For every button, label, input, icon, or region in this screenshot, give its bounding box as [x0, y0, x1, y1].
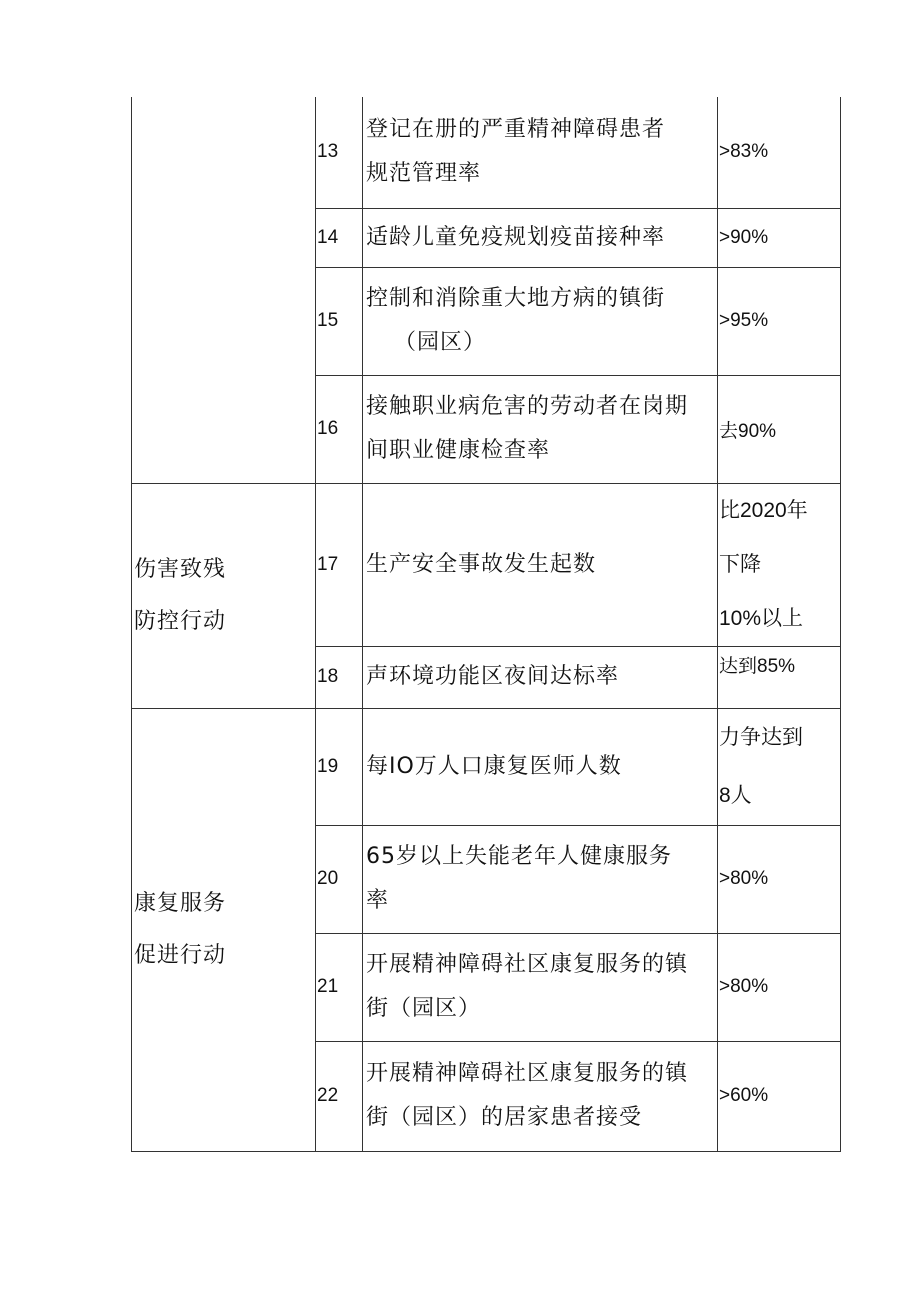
target-value: 达到85%: [718, 646, 841, 708]
category-label: 康复服务: [134, 890, 227, 916]
indicator-cell: [363, 267, 718, 375]
indicator-text: 声环境功能区夜间达标率: [366, 664, 620, 689]
category-label: 促进行动: [134, 942, 227, 968]
row-number: 20: [316, 825, 363, 933]
target-value: 去90%: [718, 375, 841, 483]
row-number: 22: [316, 1041, 363, 1151]
row-number: 19: [316, 708, 363, 825]
indicator-text: 控制和消除重大地方病的镇街: [366, 286, 666, 311]
category-cell: [132, 483, 316, 708]
indicator-text: 间职业健康检查率: [366, 438, 551, 463]
indicator-text: 65岁以上失能老年人健康服务: [366, 844, 672, 869]
target-cell: [718, 708, 841, 825]
target-text: 力争达到: [719, 725, 803, 749]
table-row: [132, 483, 841, 646]
row-number: 17: [316, 483, 363, 646]
table-row: [132, 97, 841, 208]
indicator-text: 率: [366, 888, 390, 913]
target-value: >95%: [718, 267, 841, 375]
row-number: 13: [316, 97, 363, 208]
indicator-text: 适龄儿童免疫规划疫苗接种率: [366, 224, 666, 250]
indicator-cell: [363, 97, 718, 208]
indicator-text: 街（园区）: [366, 996, 482, 1021]
target-text: 下降: [719, 552, 761, 576]
row-number: 18: [316, 646, 363, 708]
indicator-cell: [363, 708, 718, 825]
target-text: 10%以上: [719, 606, 804, 630]
target-value: >83%: [718, 97, 841, 208]
category-label: 伤害致残: [134, 556, 227, 582]
indicator-cell: [363, 1041, 718, 1151]
category-cell-empty: [132, 97, 316, 483]
target-value: >60%: [718, 1041, 841, 1151]
indicator-cell: [363, 375, 718, 483]
row-number: 15: [316, 267, 363, 375]
target-value: >90%: [718, 208, 841, 267]
indicator-text: 开展精神障碍社区康复服务的镇: [366, 1061, 689, 1086]
indicator-text: （园区）: [394, 330, 487, 355]
indicator-cell: [363, 483, 718, 646]
health-indicator-table: [131, 97, 841, 1152]
target-value: >80%: [718, 825, 841, 933]
target-text: 8人: [719, 783, 752, 807]
indicator-text: 生产安全事故发生起数: [366, 551, 597, 577]
table-row: [132, 708, 841, 825]
row-number: 16: [316, 375, 363, 483]
indicator-text: 每IO万人口康复医师人数: [366, 753, 622, 779]
indicator-text: 街（园区）的居家患者接受: [366, 1105, 643, 1130]
indicator-text: 登记在册的严重精神障碍患者: [366, 117, 666, 143]
indicator-text: 规范管理率: [366, 161, 482, 187]
target-text: 比2020年: [719, 498, 808, 522]
row-number: 21: [316, 933, 363, 1041]
indicator-cell: [363, 933, 718, 1041]
row-number: 14: [316, 208, 363, 267]
indicator-text: 接触职业病危害的劳动者在岗期: [366, 394, 689, 419]
indicator-cell: [363, 646, 718, 708]
indicator-cell: [363, 208, 718, 267]
indicator-cell: [363, 825, 718, 933]
category-cell: [132, 708, 316, 1151]
target-cell: [718, 483, 841, 646]
target-value: >80%: [718, 933, 841, 1041]
category-label: 防控行动: [134, 608, 227, 634]
indicator-text: 开展精神障碍社区康复服务的镇: [366, 952, 689, 977]
